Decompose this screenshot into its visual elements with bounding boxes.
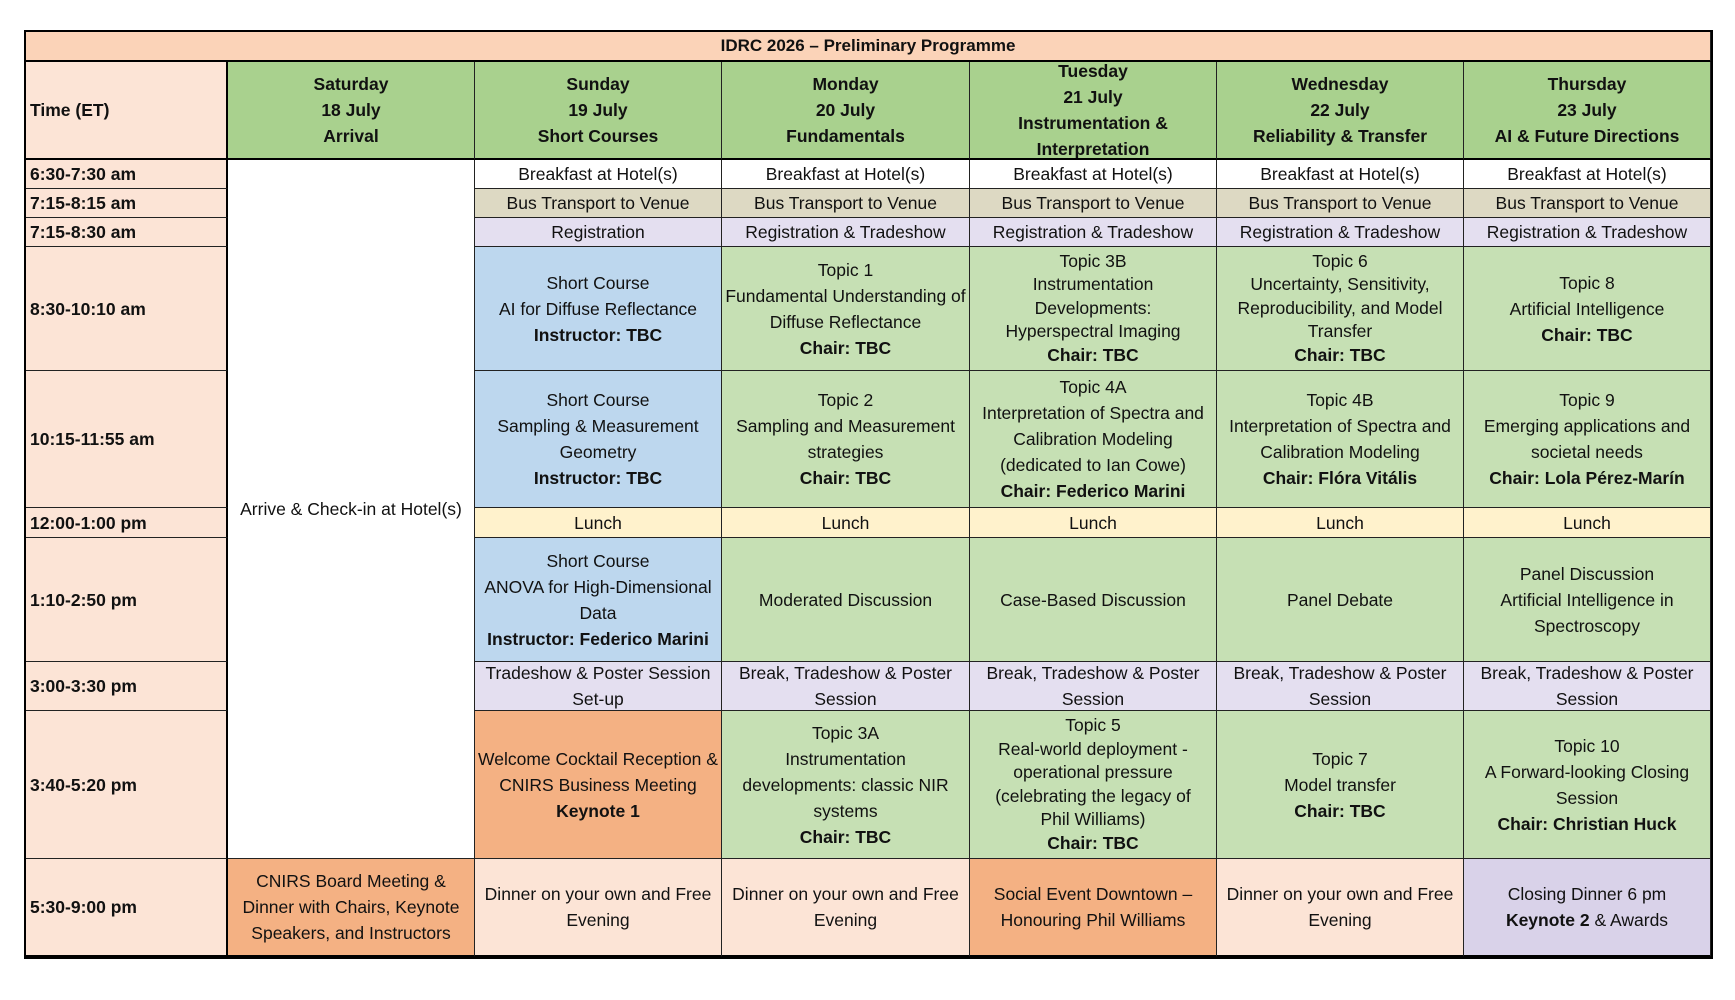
session-cell: [475, 538, 722, 662]
session-cell: [1217, 711, 1464, 859]
keynote-line: [1506, 907, 1668, 933]
closing-dinner-time: Closing Dinner 6 pm: [1507, 884, 1667, 904]
session-cell: [970, 247, 1217, 371]
bus-cell: Bus Transport to Venue: [1217, 189, 1464, 218]
lunch-cell: Lunch: [1464, 508, 1711, 538]
arrival-cell: Arrive & Check-in at Hotel(s): [228, 160, 475, 859]
day-name: Saturday: [313, 74, 389, 94]
session-title: Real-world deployment - operational pressure (celebrating the legacy of Phil Williams): [995, 738, 1191, 829]
session-chair: Chair: TBC: [1294, 800, 1386, 821]
day-header-tuesday: [970, 62, 1217, 160]
session-heading: Topic 3A: [811, 722, 880, 743]
day-header-saturday: [228, 62, 475, 160]
session-cell: [970, 711, 1217, 859]
day-header-wednesday: [1217, 62, 1464, 160]
session-heading: Topic 10: [1554, 735, 1620, 756]
session-cell: [1464, 371, 1711, 508]
day-name: Wednesday: [1291, 74, 1389, 94]
session-cell: [722, 247, 970, 371]
day-date: 23 July: [1557, 100, 1617, 120]
session-heading: Topic 4B: [1306, 390, 1374, 410]
breakfast-cell: Breakfast at Hotel(s): [1217, 160, 1464, 189]
day-theme: Instrumentation & Interpretation: [1018, 113, 1168, 159]
session-title: Model transfer: [1284, 774, 1396, 795]
session-cell: [1464, 538, 1711, 662]
break-cell: Break, Tradeshow & Poster Session: [722, 662, 970, 711]
session-heading: Short Course: [546, 272, 650, 293]
session-heading: Topic 4A: [1059, 377, 1127, 397]
day-theme: Arrival: [323, 126, 379, 146]
day-date: 20 July: [815, 100, 876, 120]
session-chair: Chair: TBC: [1294, 344, 1386, 365]
lunch-cell: Lunch: [475, 508, 722, 538]
awards-label: & Awards: [1589, 910, 1669, 930]
session-cell: [1464, 247, 1711, 371]
session-heading: Short Course: [546, 390, 650, 410]
session-cell: [1217, 371, 1464, 508]
registration-cell: Registration & Tradeshow: [722, 218, 970, 247]
session-title: Interpretation of Spectra and Calibration Modeling: [1229, 416, 1451, 462]
bus-cell: Bus Transport to Venue: [475, 189, 722, 218]
time-slot: 1:10-2:50 pm: [26, 538, 228, 662]
time-slot: 7:15-8:30 am: [26, 218, 228, 247]
registration-cell: Registration & Tradeshow: [1217, 218, 1464, 247]
session-chair: Chair: Lola Pérez-Marín: [1489, 468, 1685, 488]
session-cell: Moderated Discussion: [722, 538, 970, 662]
dinner-cell: Dinner on your own and Free Evening: [722, 859, 970, 957]
lunch-cell: Lunch: [722, 508, 970, 538]
session-title: Interpretation of Spectra and Calibration Modeling (dedicated to Ian Cowe): [982, 403, 1204, 475]
session-chair: Chair: Christian Huck: [1497, 813, 1677, 834]
session-chair: Instructor: TBC: [533, 468, 663, 488]
session-cell: Panel Debate: [1217, 538, 1464, 662]
session-title: Sampling & Measurement Geometry: [497, 416, 699, 462]
keynote-label: Keynote 1: [556, 800, 640, 821]
session-cell: [475, 371, 722, 508]
session-chair: Chair: TBC: [1047, 832, 1139, 853]
day-name: Tuesday: [1058, 62, 1128, 81]
registration-cell: Registration & Tradeshow: [1464, 218, 1711, 247]
session-title: Welcome Cocktail Reception & CNIRS Business Meeting: [478, 748, 718, 795]
breakfast-cell: Breakfast at Hotel(s): [970, 160, 1217, 189]
session-cell: Case-Based Discussion: [970, 538, 1217, 662]
session-heading: Topic 9: [1559, 390, 1615, 410]
session-heading: Panel Discussion: [1519, 563, 1655, 584]
time-header: Time (ET): [26, 62, 228, 160]
day-date: 19 July: [568, 100, 628, 120]
session-cell: [1464, 711, 1711, 859]
break-cell: Break, Tradeshow & Poster Session: [1464, 662, 1711, 711]
programme-table: [24, 30, 1713, 959]
session-title: ANOVA for High-Dimensional Data: [484, 576, 712, 623]
session-heading: Topic 8: [1559, 272, 1615, 293]
day-date: 18 July: [321, 100, 381, 120]
registration-cell: Registration & Tradeshow: [970, 218, 1217, 247]
registration-cell: Registration: [475, 218, 722, 247]
day-name: Monday: [812, 74, 879, 94]
session-title: Artificial Intelligence: [1509, 298, 1665, 319]
session-title: Instrumentation developments: classic NIR systems: [742, 748, 949, 821]
bus-cell: Bus Transport to Venue: [970, 189, 1217, 218]
break-cell: Break, Tradeshow & Poster Session: [1217, 662, 1464, 711]
session-chair: Chair: TBC: [799, 826, 892, 847]
dinner-cell: Dinner on your own and Free Evening: [475, 859, 722, 957]
time-slot: 3:00-3:30 pm: [26, 662, 228, 711]
time-slot: 10:15-11:55 am: [26, 371, 228, 508]
keynote-label: Keynote 2: [1505, 910, 1590, 930]
session-title: Sampling and Measurement strategies: [736, 416, 955, 462]
day-theme: Reliability & Transfer: [1252, 126, 1428, 146]
time-slot: 6:30-7:30 am: [26, 160, 228, 189]
session-title: AI for Diffuse Reflectance: [498, 298, 698, 319]
session-chair: Instructor: TBC: [533, 324, 663, 345]
day-header-monday: [722, 62, 970, 160]
session-heading: Topic 7: [1312, 748, 1368, 769]
social-event-cell: Social Event Downtown – Honouring Phil Williams: [970, 859, 1217, 957]
time-slot: 7:15-8:15 am: [26, 189, 228, 218]
session-chair: Chair: TBC: [799, 468, 892, 488]
lunch-cell: Lunch: [970, 508, 1217, 538]
session-chair: Chair: Flóra Vitális: [1262, 468, 1418, 488]
tradeshow-cell: Tradeshow & Poster Session Set-up: [475, 662, 722, 711]
breakfast-cell: Breakfast at Hotel(s): [475, 160, 722, 189]
day-date: 21 July: [1063, 87, 1123, 107]
session-chair: Chair: Federico Marini: [1000, 481, 1186, 501]
session-title: Uncertainty, Sensitivity, Reproducibility, and Model Transfer: [1237, 274, 1443, 342]
session-chair: Chair: TBC: [1047, 344, 1139, 365]
time-slot: 3:40-5:20 pm: [26, 711, 228, 859]
session-title: Instrumentation Developments: Hyperspectral Imaging: [1005, 274, 1181, 342]
day-header-thursday: [1464, 62, 1711, 160]
session-cell: [475, 247, 722, 371]
session-title: Fundamental Understanding of Diffuse Reflectance: [725, 285, 966, 332]
session-cell: [475, 711, 722, 859]
board-meeting-cell: CNIRS Board Meeting & Dinner with Chairs, Keynote Speakers, and Instructors: [228, 859, 475, 957]
session-heading: Short Course: [546, 550, 650, 571]
day-name: Sunday: [566, 74, 630, 94]
day-header-sunday: [475, 62, 722, 160]
breakfast-cell: Breakfast at Hotel(s): [1464, 160, 1711, 189]
session-heading: Topic 2: [817, 390, 874, 410]
time-slot: 8:30-10:10 am: [26, 247, 228, 371]
breakfast-cell: Breakfast at Hotel(s): [722, 160, 970, 189]
session-cell: [1217, 247, 1464, 371]
lunch-cell: Lunch: [1217, 508, 1464, 538]
session-chair: Instructor: Federico Marini: [487, 628, 709, 649]
day-date: 22 July: [1310, 100, 1370, 120]
session-heading: Topic 1: [817, 259, 874, 280]
session-cell: [722, 371, 970, 508]
session-chair: Chair: TBC: [799, 337, 892, 358]
time-slot: 12:00-1:00 pm: [26, 508, 228, 538]
session-heading: Topic 6: [1312, 250, 1368, 271]
break-cell: Break, Tradeshow & Poster Session: [970, 662, 1217, 711]
day-theme: Fundamentals: [786, 126, 905, 146]
programme-title: IDRC 2026 – Preliminary Programme: [26, 32, 1711, 62]
dinner-cell: Dinner on your own and Free Evening: [1217, 859, 1464, 957]
day-theme: Short Courses: [537, 126, 659, 146]
session-title: A Forward-looking Closing Session: [1484, 761, 1690, 808]
day-name: Thursday: [1547, 74, 1627, 94]
session-heading: Topic 5: [1065, 715, 1121, 735]
bus-cell: Bus Transport to Venue: [1464, 189, 1711, 218]
closing-dinner-cell: [1464, 859, 1711, 957]
session-heading: Topic 3B: [1059, 250, 1127, 271]
session-cell: [970, 371, 1217, 508]
session-title: Artificial Intelligence in Spectroscopy: [1500, 589, 1674, 636]
session-title: Emerging applications and societal needs: [1483, 416, 1691, 462]
time-slot: 5:30-9:00 pm: [26, 859, 228, 957]
session-chair: Chair: TBC: [1541, 324, 1633, 345]
session-cell: [722, 711, 970, 859]
day-theme: AI & Future Directions: [1494, 126, 1680, 146]
bus-cell: Bus Transport to Venue: [722, 189, 970, 218]
